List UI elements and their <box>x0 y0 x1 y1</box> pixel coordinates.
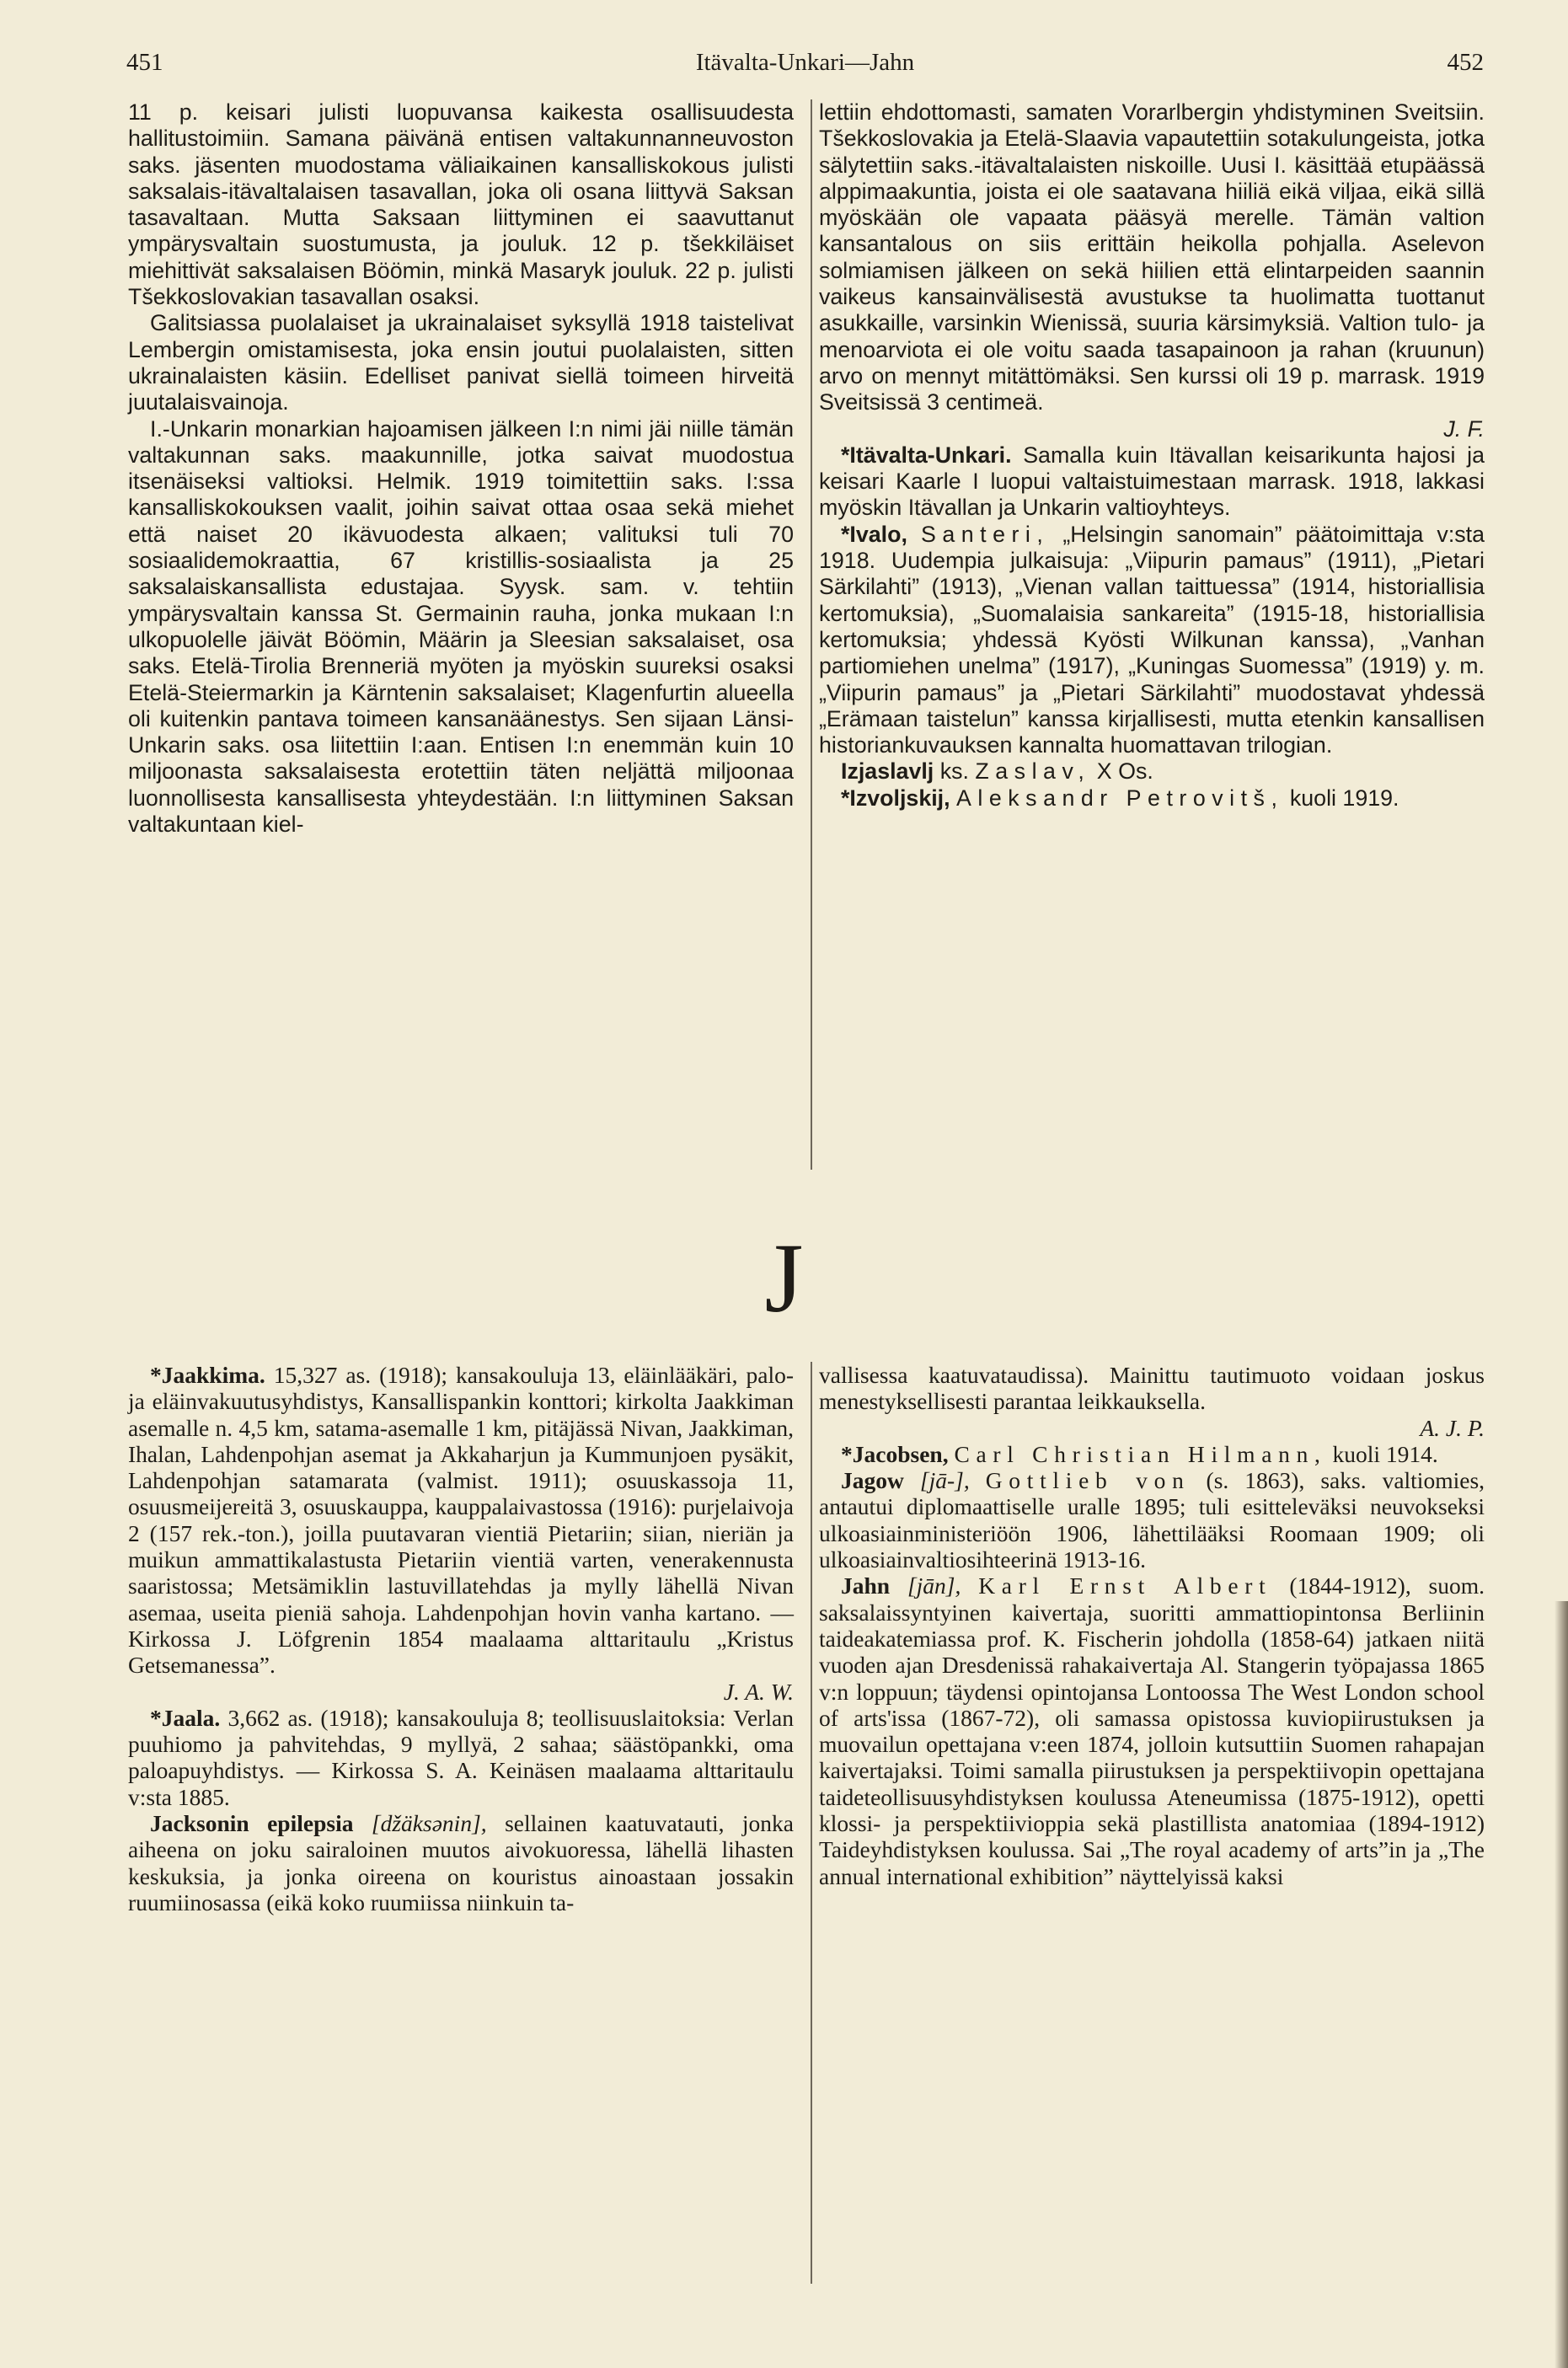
entry-jagow <box>819 1467 1485 1572</box>
column-2 <box>819 99 1485 812</box>
paragraph-text: lettiin ehdottomasti, samaten Vorarlbergin yhdistyminen Sveitsiin. Tšekkoslovakia ja Etelä-Slaavia vapautettiin sotakulungeista, jotka sälytettiin saks.-itävaltalaisten niskoille. Uusi I. käsittää etupäässä alppimaakuntia, joista ei ole saatavana hiiliä eikä viljaa, eikä sillä myöskään ole vapaata pääsyä merelle. Tämän valtion kansantalous on siis erittäin heikolla pohjalla. Aselevon solmiamisen jälkeen on sekä hiilien että elintarpeiden saannin vaikeus kansainvälisestä avustukse ta huolimatta tuottanut asukkaille, varsinkin Wienissä, suuria kärsimyksiä. Valtion tulo- ja menoarviota ei ole voitu saada tasapainoon ja rahan (kruunun) arvo on mennyt mitättömäksi. Sen kurssi oli 19 p. marrask. 1919 Sveitsissä 3 centimeä. <box>819 99 1485 415</box>
entry-headword: *Jaakkima. <box>150 1362 265 1388</box>
paragraph-text: vallisessa kaatuvataudissa). Mainittu tautimuoto voidaan joskus menestyksellisesti parantaa leikkauksella. <box>819 1362 1485 1415</box>
entry-text: kuoli 1914. <box>1332 1440 1438 1467</box>
entry-headword: Jacksonin epilepsia <box>150 1810 354 1837</box>
section-letter: J <box>764 1223 804 1333</box>
entry-text: X Os. <box>1096 758 1153 785</box>
author-signature: J. F. <box>1443 415 1485 442</box>
entry-text: (s. 1863), saks. valtiomies, antautui diplomaattiselle uralle 1895; tuli esitteleväksi neuvokseksi ulkoasiainministeriöön 1906, lähettilääksi Roomaan 1909; oli ulkoasiainvaltiosihteerinä 1913-16. <box>819 1467 1485 1573</box>
column-divider-bottom <box>811 1362 812 2284</box>
entry-text: 3,662 as. (1918); kansakouluja 8; teollisuuslaitoksia: Verlan puuhiomo ja pahvitehdas, 9 myllyä, 2 sahaa; säästöpankki, oma paloapuyhdistys. — Kirkossa S. A. Keinäsen maalaama alttaritaulu v:sta 1885. <box>128 1704 795 1810</box>
entry-izjaslavlj <box>819 758 1485 785</box>
paragraph: Galitsiassa puolalaiset ja ukrainalaiset syksyllä 1918 taistelivat Lembergin omistamisesta, joka ensin joutui puolalaisten, sitten ukrainalaisten käsiin. Edelliset panivat siellä toimeen hirveitä juutalaisvainoja. <box>128 310 794 415</box>
entry-name: Gottlieb von <box>985 1467 1191 1494</box>
paragraph <box>819 99 1485 442</box>
entry-jaala <box>128 1705 794 1810</box>
page-number-left: 451 <box>126 49 163 76</box>
page-number-right: 452 <box>1447 49 1484 76</box>
entry-text: Samalla kuin Itävallan keisarikunta hajosi ja keisari Kaarle I luopui valtaistuimestaan marrask. 1918, lakkasi myöskin Itävallan ja Unkarin valtioyhteys. <box>819 442 1485 521</box>
entry-name: Karl Ernst Albert <box>978 1572 1272 1599</box>
entry-text: kuoli 1919. <box>1289 785 1399 811</box>
column-3 <box>128 1362 794 1915</box>
entry-jacksonin-epilepsia <box>128 1810 794 1915</box>
entry-headword: Izjaslavlj <box>841 758 934 785</box>
entry-text: „Helsingin sanomain” päätoimittaja v:sta 1918. Uudempia julkaisuja: „Viipurin pamaus” (1911), „Pietari Särkilahti” (1913), „Vienan vallan taittuessa” (1914, historiallisia kertomuksia), „Suomalaisia sankareita” (1915-18, historiallisia kertomuksia; yhdessä Kyösti Wilkunan kanssa), „Vanhan partiomiehen unelma” (1917), „Kuningas Suomessa” (1919) y. m. „Viipurin pamaus” ja „Pietari Särkilahti” muodostavat yhdessä „Erämaan taistelun” kanssa kirjallisesti, mutta etenkin kansallisen historiankuvauksen kannalta huomattavan trilogian. <box>819 521 1485 758</box>
entry-headword: *Ivalo, <box>841 521 907 547</box>
entry-headword: *Jaala. <box>150 1704 221 1731</box>
entry-headword: *Jacobsen, <box>841 1440 949 1467</box>
entry-jaakkima <box>128 1362 794 1705</box>
entry-headword: *Izvoljskij, <box>841 785 950 811</box>
entry-text: (1844-1912), suom. saksalaissyntyinen kaivertaja, suoritti ammattiopintonsa Berliinin taideakatemiassa prof. K. Fischerin johdolla (1858-64) jatkaen niitä vuoden ajan Dresdenissä rahakaivertaja Al. Stangerin työpajassa 1865 v:n loppuun; täydensi opintojansa Lontoossa The West London school of arts'issa (1867-72), oli samassa opistossa kuviopiirustuksen ja muovailun opettajana v:een 1874, jolloin kutsuttiin Suomen rahapajan kaivertajaksi. Toimi samalla piirustuksen ja perspektiivopin opettajana taideteollisuusyhdistyksen koulussa Ateneumissa (1875-1912), opetti klossi- ja perspektiivioppia sekä plastillista anatomiaa (1894-1912) Taideyhdistyksen koulussa. Sai „The royal academy of arts”in ja „The annual international exhibition” näyttelyissä kaksi <box>819 1572 1485 1889</box>
entry-headword: *Itävalta-Unkari. <box>841 442 1012 468</box>
entry-jahn <box>819 1572 1485 1889</box>
author-signature: A. J. P. <box>1420 1414 1485 1441</box>
entry-name: Carl Christian Hilmann, <box>954 1440 1327 1467</box>
entry-headword: Jagow <box>841 1467 904 1494</box>
entry-text: ks. <box>939 758 969 785</box>
entry-jacobsen <box>819 1441 1485 1467</box>
entry-name: Zaslav, <box>975 758 1091 785</box>
page-edge-shadow <box>1555 1601 1568 2368</box>
entry-name: Aleksandr Petrovitš, <box>956 785 1284 811</box>
column-1 <box>128 99 794 838</box>
paragraph: I.-Unkarin monarkian hajoamisen jälkeen I:n nimi jäi niille tämän valtakunnan saks. maakunnille, jotka saivat muodostua itsenäiseksi valtioksi. Helmik. 1919 toimitettiin saks. I:ssa kansalliskokouksen vaalit, joihin saivat ottaa osaa sekä miehet että naiset 20 ikävuodesta alkaen; valituksi tuli 70 sosiaalidemokraattia, 67 kristillis-sosiaalista ja 25 saksalaiskansallista edustajaa. Syysk. sam. v. tehtiin ympärysvaltain kanssa St. Germainin rauha, jonka mukaan I:n ulkopuolelle jäivät Böömin, Määrin ja Sleesian saksalaiset, osa saks. Etelä-Tirolia Brenneriä myöten ja myöskin suureksi osaksi Etelä-Steiermarkin ja Kärntenin saksalaiset; Klagenfurtin alueella oli kuitenkin pantava toimeen kansanäänestys. Sen sijaan Länsi-Unkarin saks. osa liitettiin I:aan. Entisen I:n enemmän kuin 10 miljoonasta saksalaisesta erotettiin täten neljättä miljoonaa luonnollisesta kansallisesta yhteydestään. I:n liittyminen Saksan valtakuntaan kiel- <box>128 415 794 838</box>
pronunciation: [jān], <box>907 1572 961 1599</box>
entry-itavalta-unkari <box>819 442 1485 522</box>
column-divider-top <box>811 99 812 1170</box>
running-title: Itävalta-Unkari—Jahn <box>695 49 915 76</box>
entry-izvoljskij <box>819 785 1485 812</box>
entry-text: 15,327 as. (1918); kansakouluja 13, eläinlääkäri, palo- ja eläinvakuutusyhdistys, Kansallispankin konttori; kirkolta Jaakkiman asemalle n. 4,5 km, satama-asemalle 1 km, pitäjässä Nivan, Jaakkiman, Ihalan, Lahdenpohjan asemat ja Akkaharjun ja Kummunjoen pysäkit, Lahdenpohjan satamarata (valmist. 1911); osuuskassoja 11, osuusmeijereitä 3, osuuskauppa, kauppalaivastossa (1916): purjelaivoja 2 (157 rek.-ton.), joilla puutavaran vientiä Pietariin; siian, nieriän ja muikun ammattikalastusta Pietariin vientiä varten, venerakennusta saaristossa; Metsämiklin lastuvillatehdas ja mylly lähellä Nivan asemaa, useita pieniä sahoja. Lahdenpohjan hovin vanha kartano. — Kirkossa J. Löfgrenin 1854 maalaama alttaritaulu „Kristus Getsemanessa”. <box>128 1362 794 1679</box>
author-signature: J. A. W. <box>723 1678 794 1705</box>
entry-ivalo <box>819 522 1485 759</box>
paragraph <box>819 1362 1485 1441</box>
entry-headword: Jahn <box>841 1572 891 1599</box>
pronunciation: [džäksənin], <box>371 1810 487 1837</box>
entry-text: sellainen kaatuvatauti, jonka aiheena on joku sairaloinen muutos aivokuoressa, lähellä lihasten keskuksia, ja jonka oireena on kouristus ainoastaan jossakin ruumiinosassa (eikä koko ruumiissa niinkuin ta- <box>128 1810 795 1915</box>
page-header <box>126 49 1484 83</box>
column-4 <box>819 1362 1485 1889</box>
paragraph: 11 p. keisari julisti luopuvansa kaikesta osallisuudesta hallitustoimiin. Samana päivänä entisen valtakunnanneuvoston saks. jäsenten muodostama väliaikainen kansalliskokous julisti saksalais-itävaltalaisen tasavallan, joka oli osana liittyvä Saksan tasavaltaan. Mutta Saksaan liittyminen ei saavuttanut ympärysvaltain suostumusta, ja jouluk. 12 p. tšekkiläiset miehittivät saksalaisen Böömin, minkä Masaryk jouluk. 22 p. julisti Tšekkoslovakian tasavallan osaksi. <box>128 99 794 310</box>
entry-name: Santeri, <box>920 521 1050 547</box>
pronunciation: [jā-], <box>919 1467 970 1494</box>
